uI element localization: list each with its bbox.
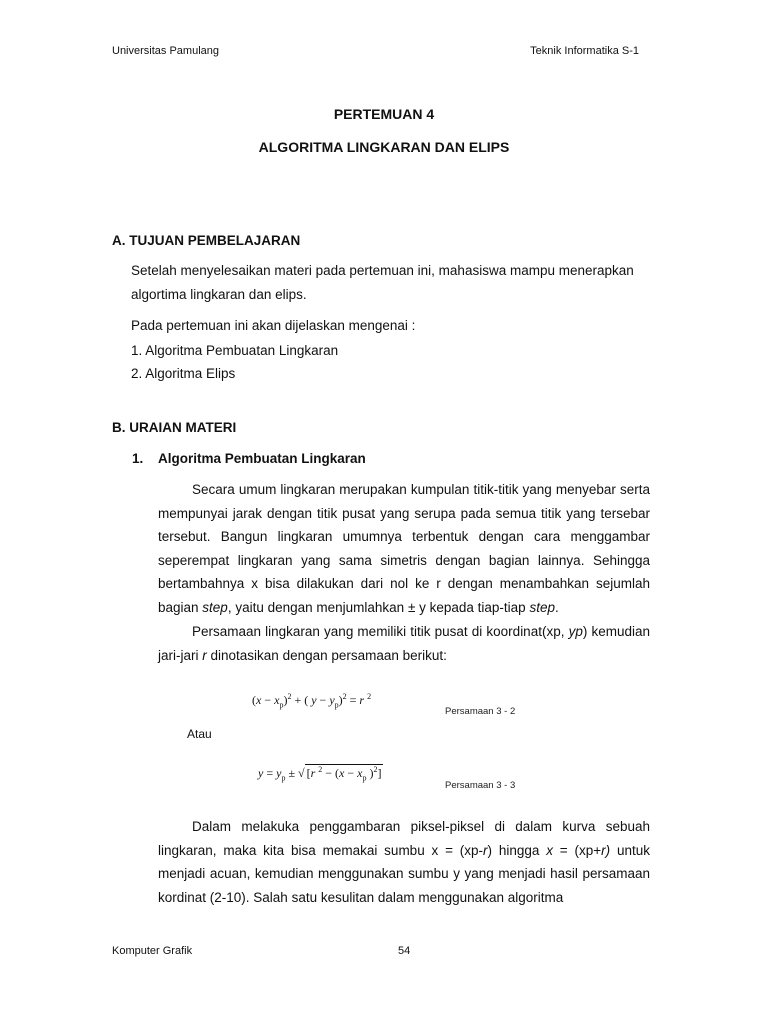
text-segment: r: [483, 842, 488, 858]
footer-course: Komputer Grafik: [112, 945, 193, 957]
text-segment: r): [601, 842, 611, 858]
text-segment: Secara umum lingkaran merupakan kumpulan titik-titik yang menyebar serta mempunyai jarak dengan titik pusat yang serupa pada semua titik yang tersebar tersebut. Bangun lingkaran umumnya terbentuk dengan cara menggambar seperempat lingkaran yang sama simetris dengan bagian lainnya. Sehingga bertambahnya x bisa dilakukan dari nol ke r dengan menambahkan sejumlah bagian: [158, 482, 650, 615]
section-a-paragraph-1: Setelah menyelesaikan materi pada pertemuan ini, mahasiswa mampu menerapkan algortima lingkaran dan elips.: [131, 263, 634, 302]
paragraph-pixel-drawing: [158, 815, 650, 909]
subsection-number: 1.: [132, 451, 144, 466]
meeting-title: PERTEMUAN 4: [333, 106, 435, 122]
text-segment: .: [554, 599, 559, 615]
section-a-paragraph-2: Pada pertemuan ini akan dijelaskan mengenai :: [131, 318, 416, 333]
equation-label: Persamaan 3 - 3: [445, 780, 516, 791]
text-segment: Persamaan lingkaran yang memiliki titik pusat di koordinat(xp,: [192, 624, 569, 639]
text-segment: step: [529, 599, 555, 615]
text-segment: x: [546, 842, 553, 858]
text-segment: dinotasikan dengan persamaan berikut:: [206, 647, 447, 663]
conjunction-text: Atau: [187, 727, 212, 741]
text-segment: , yaitu dengan menjumlahkan ± y kepada tiap-tiap: [227, 599, 530, 615]
subsection-title: Algoritma Pembuatan Lingkaran: [158, 451, 366, 466]
page-number: 54: [398, 945, 411, 957]
text-segment: step: [202, 599, 228, 615]
section-b-heading: B. URAIAN MATERI: [112, 420, 237, 435]
equation-3-2: $(x - x_p)^2$ + ( $y - y_p)^2 = r$ $^2$: [252, 692, 372, 710]
text-segment: Dalam melakuka penggambaran piksel-piksel di dalam kurva sebuah lingkaran, maka kita bisa memakai sumbu x = (xp-: [158, 819, 650, 858]
list-item: 2. Algoritma Elips: [131, 366, 236, 381]
text-segment: ) kemudian jari-jari: [158, 624, 650, 663]
text-segment: yp: [568, 624, 583, 639]
text-segment: = (xp+: [552, 842, 602, 858]
paragraph-circle-equation: [158, 620, 650, 667]
header-program: Teknik Informatika S-1: [530, 45, 639, 57]
equation-label: Persamaan 3 - 2: [445, 706, 516, 717]
list-item: 1. Algoritma Pembuatan Lingkaran: [131, 343, 339, 358]
paragraph-circle-definition: [158, 478, 650, 619]
section-a-heading: A. TUJUAN PEMBELAJARAN: [112, 233, 301, 248]
equation-3-3: $y = y_p$ ± √ [r $^2 - (x - x_p$ )$^2$]: [258, 765, 382, 783]
text-segment: ) hingga: [487, 842, 547, 858]
chapter-title: ALGORITMA LINGKARAN DAN ELIPS: [258, 139, 510, 155]
header-institution: Universitas Pamulang: [112, 45, 219, 57]
text-segment: r: [202, 647, 207, 663]
text-segment: untuk menjadi acuan, kemudian menggunakan sumbu y yang menjadi hasil persamaan kordinat (2-10). Salah satu kesulitan dalam menggunakan algoritma: [158, 842, 651, 905]
